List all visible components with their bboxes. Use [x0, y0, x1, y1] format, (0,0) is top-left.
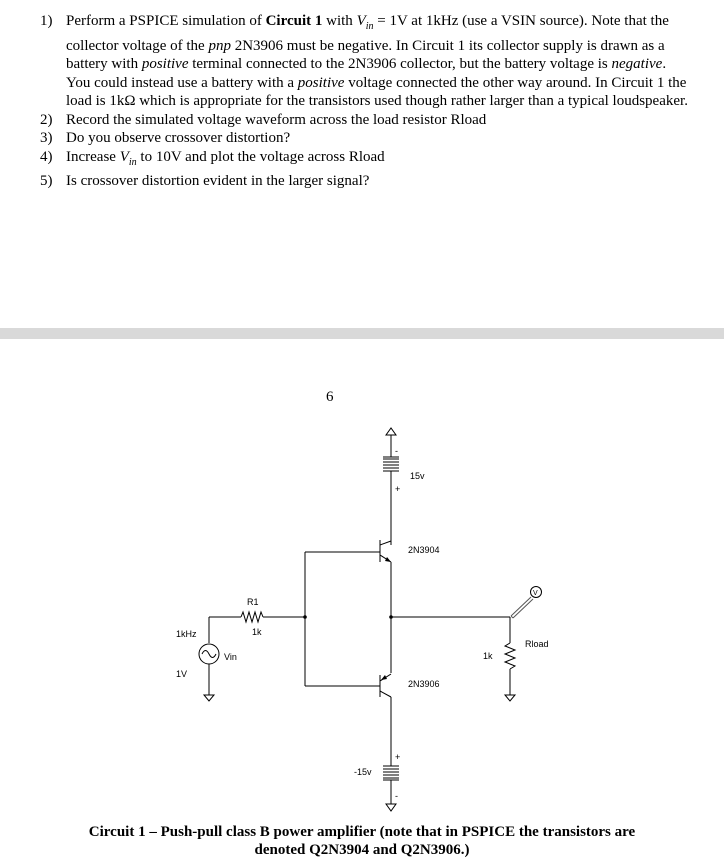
task-text: in — [128, 156, 137, 168]
upper-page — [0, 0, 724, 328]
rload-value: 1k — [483, 651, 493, 661]
rload-name: Rload — [525, 639, 549, 649]
q2-transistor — [380, 674, 440, 697]
probe-label: V — [533, 590, 538, 597]
r1-value: 1k — [252, 627, 262, 637]
task-text: with — [322, 13, 357, 29]
vpos-plus-sign: + — [395, 484, 401, 494]
vpos-label: 15v — [410, 471, 425, 481]
task-text: positive — [297, 74, 345, 91]
task-text: = 1V at 1kHz (use a VSIN source). Note that the collector voltage of the — [66, 13, 669, 54]
task-text: negative — [611, 56, 663, 72]
vneg-label: -15v — [354, 767, 372, 777]
task-text: pnp — [208, 37, 231, 54]
voltage-probe — [511, 587, 542, 619]
task-text: Record the simulated voltage waveform across the load resistor Rload — [66, 111, 487, 128]
task-number: 2) — [40, 111, 53, 128]
vpos-minus-sign: - — [395, 446, 398, 456]
lower-page — [0, 339, 724, 867]
task-text: to 10V and plot the voltage across Rload — [136, 148, 385, 165]
task-text: 2N3906 must be negative. In Circuit 1 its collector supply is drawn as a battery with — [66, 37, 665, 72]
task-text: Perform a PSPICE simulation of — [66, 13, 266, 29]
page-number: 6 — [326, 389, 334, 405]
task-number: 5) — [40, 173, 53, 189]
src-amplitude: 1V — [176, 669, 188, 679]
task-list — [40, 12, 690, 191]
task-text: V — [356, 13, 366, 29]
task-text: in — [365, 21, 374, 32]
task-item — [40, 172, 690, 191]
task-text: Do you observe crossover distortion? — [66, 130, 291, 146]
q1-transistor — [380, 540, 440, 565]
page-break-separator — [0, 328, 724, 339]
rload-resistor — [483, 617, 549, 701]
vneg-plus-sign: + — [395, 752, 401, 762]
negative-supply — [354, 697, 400, 811]
task-text: V — [119, 148, 129, 165]
task-text: positive — [141, 56, 189, 72]
src-name: Vin — [224, 652, 237, 662]
task-number: 1) — [40, 13, 53, 29]
vneg-minus-sign: - — [395, 791, 398, 801]
caption-line-2: denoted Q2N3904 and Q2N3906.) — [254, 842, 470, 858]
task-number: 4) — [40, 148, 53, 165]
task-text: Circuit 1 — [265, 13, 323, 29]
figure-caption — [0, 823, 724, 859]
task-text: . You could instead use a battery with a — [66, 56, 667, 91]
caption-line-1: Circuit 1 – Push-pull class B power amplifier (note that in PSPICE the transistors are — [88, 824, 636, 840]
task-item — [40, 111, 690, 130]
q2-label: 2N3906 — [408, 679, 440, 689]
task-item — [40, 148, 690, 173]
task-text: voltage connected the other way around. In Circuit 1 the load is 1kΩ which is appropriate for the transistors used though rather larger than a typical loudspeaker. — [66, 74, 688, 109]
task-item — [40, 12, 690, 111]
positive-supply — [383, 428, 425, 545]
task-number: 3) — [40, 130, 53, 146]
task-text: Is crossover distortion evident in the larger signal? — [66, 173, 370, 189]
task-text: terminal connected to the 2N3906 collector, but the battery voltage is — [188, 56, 612, 72]
vin-source — [176, 617, 237, 701]
r1-resistor — [209, 597, 307, 637]
q1-label: 2N3904 — [408, 545, 440, 555]
circuit-schematic — [0, 339, 724, 819]
task-text: Increase — [66, 148, 120, 165]
task-item — [40, 129, 690, 148]
r1-name: R1 — [247, 597, 259, 607]
src-frequency: 1kHz — [176, 629, 197, 639]
